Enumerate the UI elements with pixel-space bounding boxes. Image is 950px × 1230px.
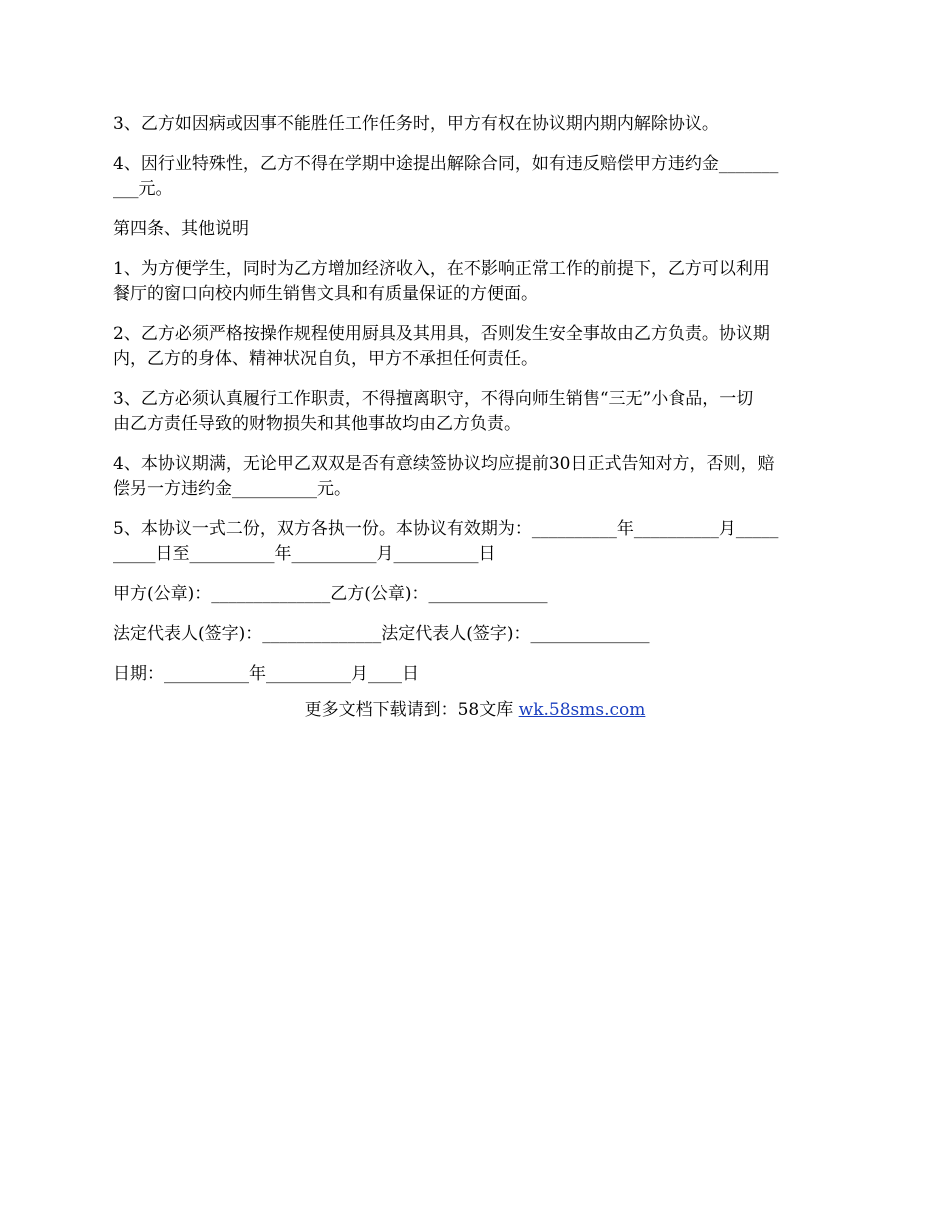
text-line: _____日至__________年__________月__________日 bbox=[113, 544, 496, 564]
text-line: 甲方(公章)：______________乙方(公章)：______________ bbox=[113, 584, 548, 604]
signature-date-line bbox=[113, 662, 839, 687]
text-line: ___元。 bbox=[113, 179, 173, 199]
text-line: 4、本协议期满，无论甲乙双双是否有意续签协议均应提前30日正式告知对方，否则，赔 bbox=[113, 454, 775, 474]
other-clause-1 bbox=[113, 257, 839, 307]
text-line: 5、本协议一式二份，双方各执一份。本协议有效期为：__________年__________月_____ bbox=[113, 519, 779, 539]
text-line: 日期：__________年__________月____日 bbox=[113, 664, 419, 684]
text-line: 由乙方责任导致的财物损失和其他事故均由乙方负责。 bbox=[113, 414, 521, 434]
other-clause-5-validity bbox=[113, 517, 839, 567]
other-clause-3 bbox=[113, 387, 839, 437]
other-clause-4 bbox=[113, 452, 839, 502]
clause-3-termination-illness bbox=[113, 112, 839, 137]
text-line: 法定代表人(签字)：______________法定代表人(签字)：______________ bbox=[113, 624, 650, 644]
section-heading-article-4 bbox=[113, 217, 839, 242]
text-line: 餐厅的窗口向校内师生销售文具和有质量保证的方便面。 bbox=[113, 284, 538, 304]
signature-representative-line bbox=[113, 622, 839, 647]
document-body bbox=[113, 112, 839, 702]
download-footer bbox=[0, 698, 950, 723]
text-line: 2、乙方必须严格按操作规程使用厨具及其用具，否则发生安全事故由乙方负责。协议期 bbox=[113, 324, 770, 344]
other-clause-2 bbox=[113, 322, 839, 372]
text-line: 3、乙方如因病或因事不能胜任工作任务时，甲方有权在协议期内期内解除协议。 bbox=[113, 114, 719, 134]
text-line: 4、因行业特殊性，乙方不得在学期中途提出解除合同，如有违反赔偿甲方违约金_______ bbox=[113, 154, 779, 174]
section-title: 第四条、其他说明 bbox=[113, 219, 249, 239]
footer-link[interactable]: wk.58sms.com bbox=[518, 700, 646, 720]
signature-seal-line bbox=[113, 582, 839, 607]
text-line: 偿另一方违约金__________元。 bbox=[113, 479, 351, 499]
text-line: 3、乙方必须认真履行工作职责，不得擅离职守，不得向师生销售“三无”小食品，一切 bbox=[113, 389, 754, 409]
clause-4-no-early-termination bbox=[113, 152, 839, 202]
text-line: 内，乙方的身体、精神状况自负，甲方不承担任何责任。 bbox=[113, 349, 538, 369]
footer-prefix: 更多文档下载请到：58文库 bbox=[304, 700, 519, 720]
text-line: 1、为方便学生，同时为乙方增加经济收入，在不影响正常工作的前提下，乙方可以利用 bbox=[113, 259, 770, 279]
